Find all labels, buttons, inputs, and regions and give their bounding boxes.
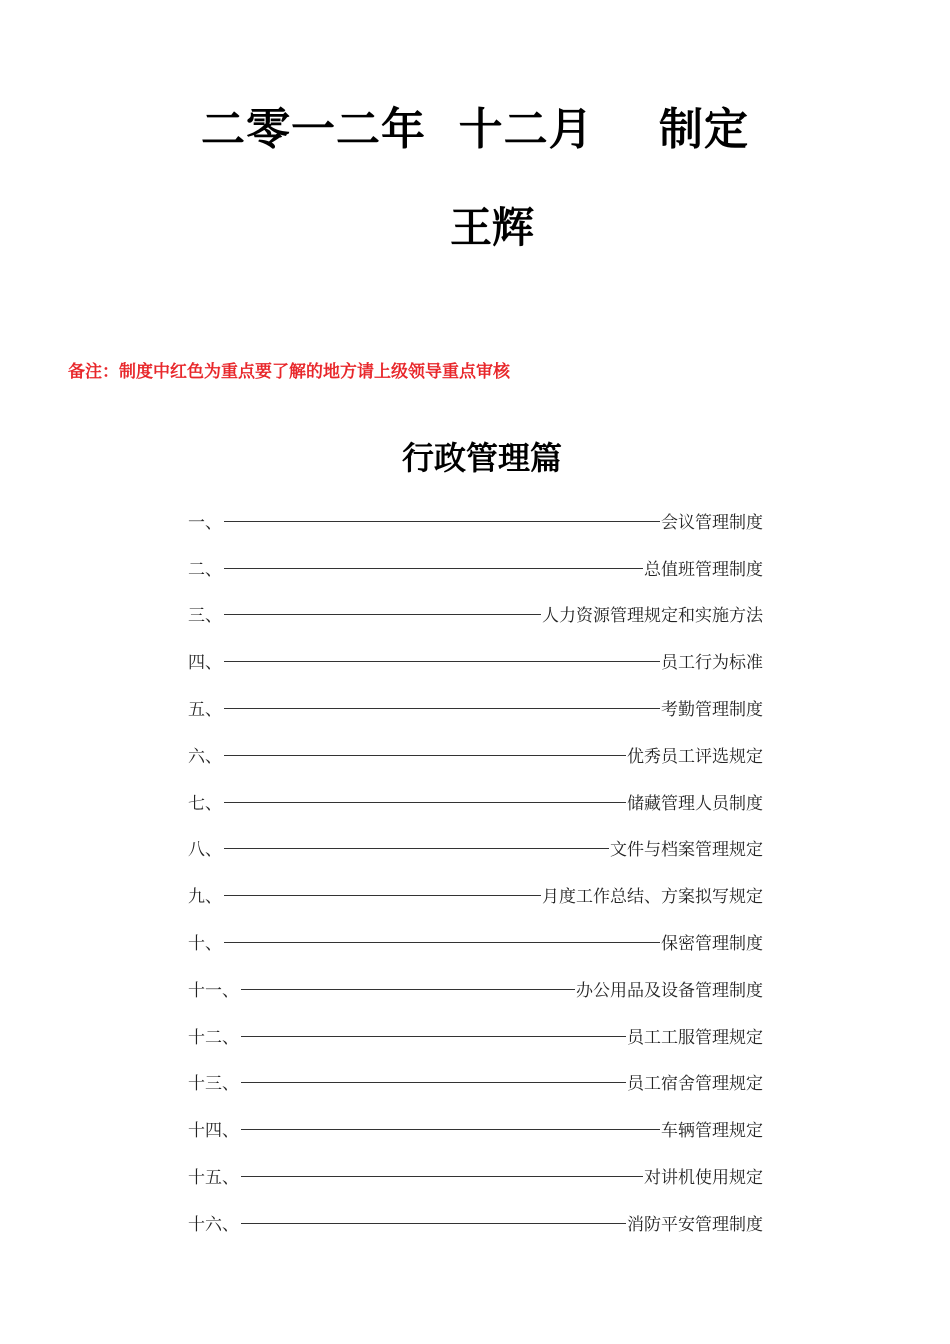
toc-number: 十三、	[188, 1074, 239, 1095]
toc-leader	[241, 1176, 643, 1177]
toc-leader	[241, 989, 575, 990]
toc-title: 消防平安管理制度	[627, 1214, 763, 1235]
toc-title: 文件与档案管理规定	[610, 840, 763, 861]
toc-item[interactable]	[188, 778, 763, 825]
toc-number: 八、	[188, 840, 222, 861]
toc-leader	[241, 1223, 626, 1224]
toc-title: 员工工服管理规定	[627, 1027, 763, 1048]
toc-leader	[224, 661, 660, 662]
toc-item[interactable]	[188, 918, 763, 965]
toc-title: 储藏管理人员制度	[627, 793, 763, 814]
toc-number: 三、	[188, 606, 222, 627]
toc-item[interactable]	[188, 871, 763, 918]
toc-number: 七、	[188, 793, 222, 814]
toc-title: 会议管理制度	[661, 512, 763, 533]
toc-item[interactable]	[188, 1059, 763, 1106]
section-title: 行政管理篇	[401, 439, 562, 477]
toc-item[interactable]	[188, 1199, 763, 1246]
toc-leader	[224, 568, 643, 569]
toc-title: 优秀员工评选规定	[627, 746, 763, 767]
toc-number: 六、	[188, 746, 222, 767]
table-of-contents	[188, 497, 763, 1246]
toc-item[interactable]	[188, 1105, 763, 1152]
toc-number: 四、	[188, 653, 222, 674]
toc-item[interactable]	[188, 544, 763, 591]
toc-title: 考勤管理制度	[661, 700, 763, 721]
toc-item[interactable]	[188, 637, 763, 684]
toc-item[interactable]	[188, 1012, 763, 1059]
toc-title: 月度工作总结、方案拟写规定	[542, 887, 763, 908]
toc-leader	[224, 848, 609, 849]
toc-item[interactable]	[188, 1152, 763, 1199]
review-note: 备注：制度中红色为重点要了解的地方请上级领导重点审核	[68, 362, 510, 382]
toc-leader	[224, 802, 626, 803]
toc-title: 总值班管理制度	[644, 559, 763, 580]
toc-number: 十一、	[188, 980, 239, 1001]
toc-title: 员工宿舍管理规定	[627, 1074, 763, 1095]
toc-leader	[224, 942, 660, 943]
toc-leader	[241, 1036, 626, 1037]
toc-leader	[241, 1082, 626, 1083]
toc-item[interactable]	[188, 825, 763, 872]
toc-title: 办公用品及设备管理制度	[576, 980, 763, 1001]
toc-leader	[224, 521, 660, 522]
toc-number: 五、	[188, 700, 222, 721]
toc-leader	[224, 895, 541, 896]
toc-title: 人力资源管理规定和实施方法	[542, 606, 763, 627]
toc-number: 十六、	[188, 1214, 239, 1235]
toc-leader	[224, 708, 660, 709]
toc-title: 对讲机使用规定	[644, 1168, 763, 1189]
toc-number: 十四、	[188, 1121, 239, 1142]
toc-number: 九、	[188, 887, 222, 908]
toc-leader	[224, 755, 626, 756]
toc-leader	[224, 614, 541, 615]
toc-number: 一、	[188, 512, 222, 533]
toc-item[interactable]	[188, 497, 763, 544]
toc-leader	[241, 1129, 660, 1130]
toc-item[interactable]	[188, 684, 763, 731]
author-name: 王辉	[449, 203, 534, 252]
date-line: 二零一二年 十二月 制定	[201, 104, 749, 155]
toc-title: 保密管理制度	[661, 934, 763, 955]
toc-number: 十五、	[188, 1168, 239, 1189]
toc-title: 员工行为标准	[661, 653, 763, 674]
toc-item[interactable]	[188, 965, 763, 1012]
toc-item[interactable]	[188, 591, 763, 638]
toc-number: 十二、	[188, 1027, 239, 1048]
toc-item[interactable]	[188, 731, 763, 778]
toc-number: 二、	[188, 559, 222, 580]
toc-number: 十、	[188, 934, 222, 955]
toc-title: 车辆管理规定	[661, 1121, 763, 1142]
